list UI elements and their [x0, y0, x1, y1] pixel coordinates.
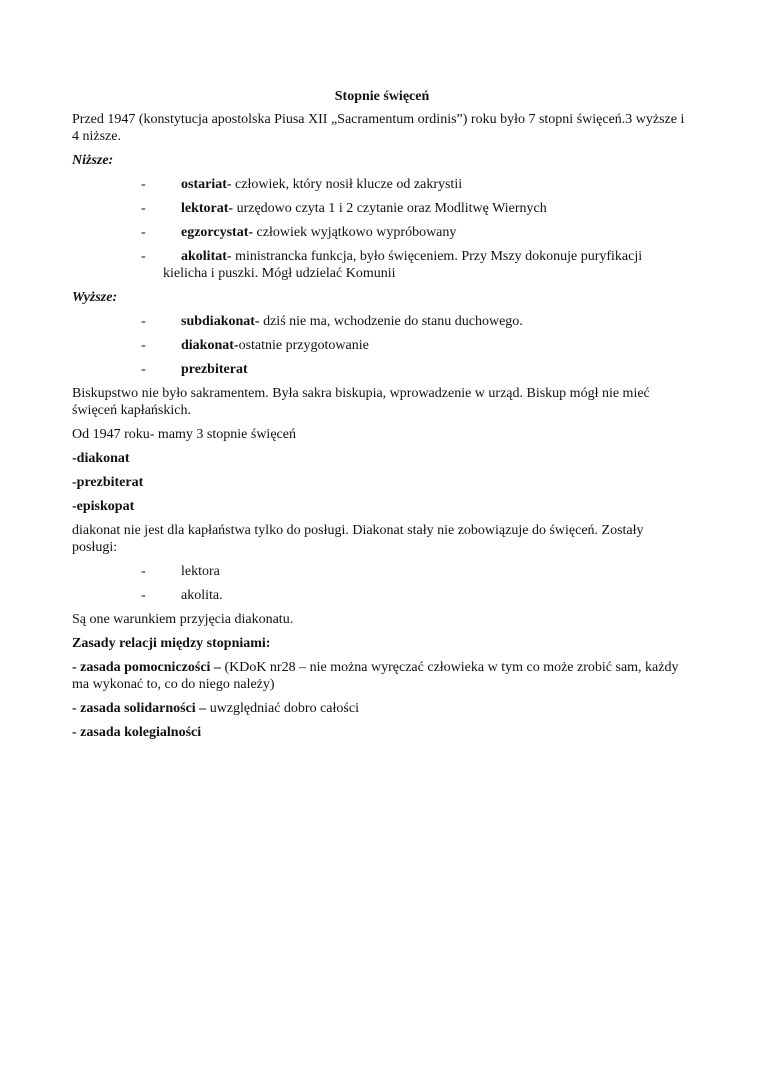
- page-title: Stopnie święceń: [334, 89, 430, 104]
- definition: dziś nie ma, wchodzenie do stanu duchowego.: [259, 314, 523, 329]
- term: ostariat-: [181, 177, 232, 192]
- intro-paragraph: Przed 1947 (konstytucja apostolska Piusa XII „Sacramentum ordinis”) roku było 7 stopni święceń.3 wyższe i 4 niższe.: [72, 112, 685, 144]
- degree-prezbiterat: -prezbiterat: [72, 475, 144, 490]
- definition: ostatnie przygotowanie: [238, 338, 369, 353]
- bishop-paragraph: Biskupstwo nie było sakramentem. Była sakra biskupia, wprowadzenie w urząd. Biskup mógł nie mieć święceń kapłańskich.: [72, 386, 650, 418]
- principle-label: - zasada kolegialności: [72, 725, 202, 740]
- ministry: lektora: [181, 564, 220, 579]
- definition: człowiek, który nosił klucze od zakrystii: [231, 177, 463, 192]
- dash-bullet: -: [141, 314, 146, 329]
- dash-bullet: -: [141, 225, 146, 240]
- ministry: akolita.: [181, 588, 223, 603]
- ministries-note: Są one warunkiem przyjęcia diakonatu.: [72, 612, 294, 627]
- list-item: [72, 563, 692, 580]
- dash-bullet: -: [141, 362, 146, 377]
- term: egzorcystat-: [181, 225, 254, 240]
- lower-orders-list: [72, 176, 692, 282]
- list-item: [72, 587, 692, 604]
- dash-bullet: -: [141, 177, 146, 192]
- term: lektorat-: [181, 201, 234, 216]
- list-item: [72, 200, 692, 217]
- ministries-list: [72, 563, 692, 604]
- relations-heading: Zasady relacji między stopniami:: [72, 636, 271, 651]
- definition: człowiek wyjątkowo wypróbowany: [253, 225, 457, 240]
- list-item: [72, 337, 692, 354]
- principle-label: - zasada pomocniczości –: [72, 660, 221, 675]
- principle-label: - zasada solidarności –: [72, 701, 207, 716]
- since-1947-paragraph: Od 1947 roku- mamy 3 stopnie święceń: [72, 427, 296, 442]
- definition: urzędowo czyta 1 i 2 czytanie oraz Modlitwę Wiernych: [233, 201, 547, 216]
- list-item: [72, 248, 692, 282]
- dash-bullet: -: [141, 338, 146, 353]
- lower-orders-heading: Niższe:: [72, 153, 114, 168]
- principle-desc: (KDoK nr28 – nie można wyręczać człowieka w tym co może zrobić sam, każdy ma wykonać to, co do niego należy): [72, 660, 679, 692]
- higher-orders-heading: Wyższe:: [72, 290, 118, 305]
- higher-orders-list: [72, 313, 692, 378]
- principle-desc: uwzględniać dobro całości: [206, 701, 359, 716]
- definition-continuation: kielicha i puszki. Mógł udzielać Komunii: [163, 266, 396, 281]
- principle-kolegialnosci: [72, 724, 692, 741]
- list-item: [72, 176, 692, 193]
- term: diakonat-: [181, 338, 239, 353]
- term: prezbiterat: [181, 362, 248, 377]
- dash-bullet: -: [141, 564, 146, 579]
- term: subdiakonat-: [181, 314, 260, 329]
- dash-bullet: -: [141, 201, 146, 216]
- deacon-paragraph: diakonat nie jest dla kapłaństwa tylko do posługi. Diakonat stały nie zobowiązuje do święceń. Zostały posługi:: [72, 523, 644, 555]
- principle-solidarnosci: [72, 700, 692, 717]
- term: akolitat-: [181, 249, 232, 264]
- dash-bullet: -: [141, 588, 146, 603]
- list-item: [72, 361, 692, 378]
- definition: ministrancka funkcja, było święceniem. Przy Mszy dokonuje puryfikacji: [231, 249, 643, 264]
- dash-bullet: -: [141, 249, 146, 264]
- degree-diakonat: -diakonat: [72, 451, 130, 466]
- document-body: [72, 88, 692, 748]
- list-item: [72, 224, 692, 241]
- degree-episkopat: -episkopat: [72, 499, 135, 514]
- list-item: [72, 313, 692, 330]
- principle-pomocniczosci: [72, 659, 692, 693]
